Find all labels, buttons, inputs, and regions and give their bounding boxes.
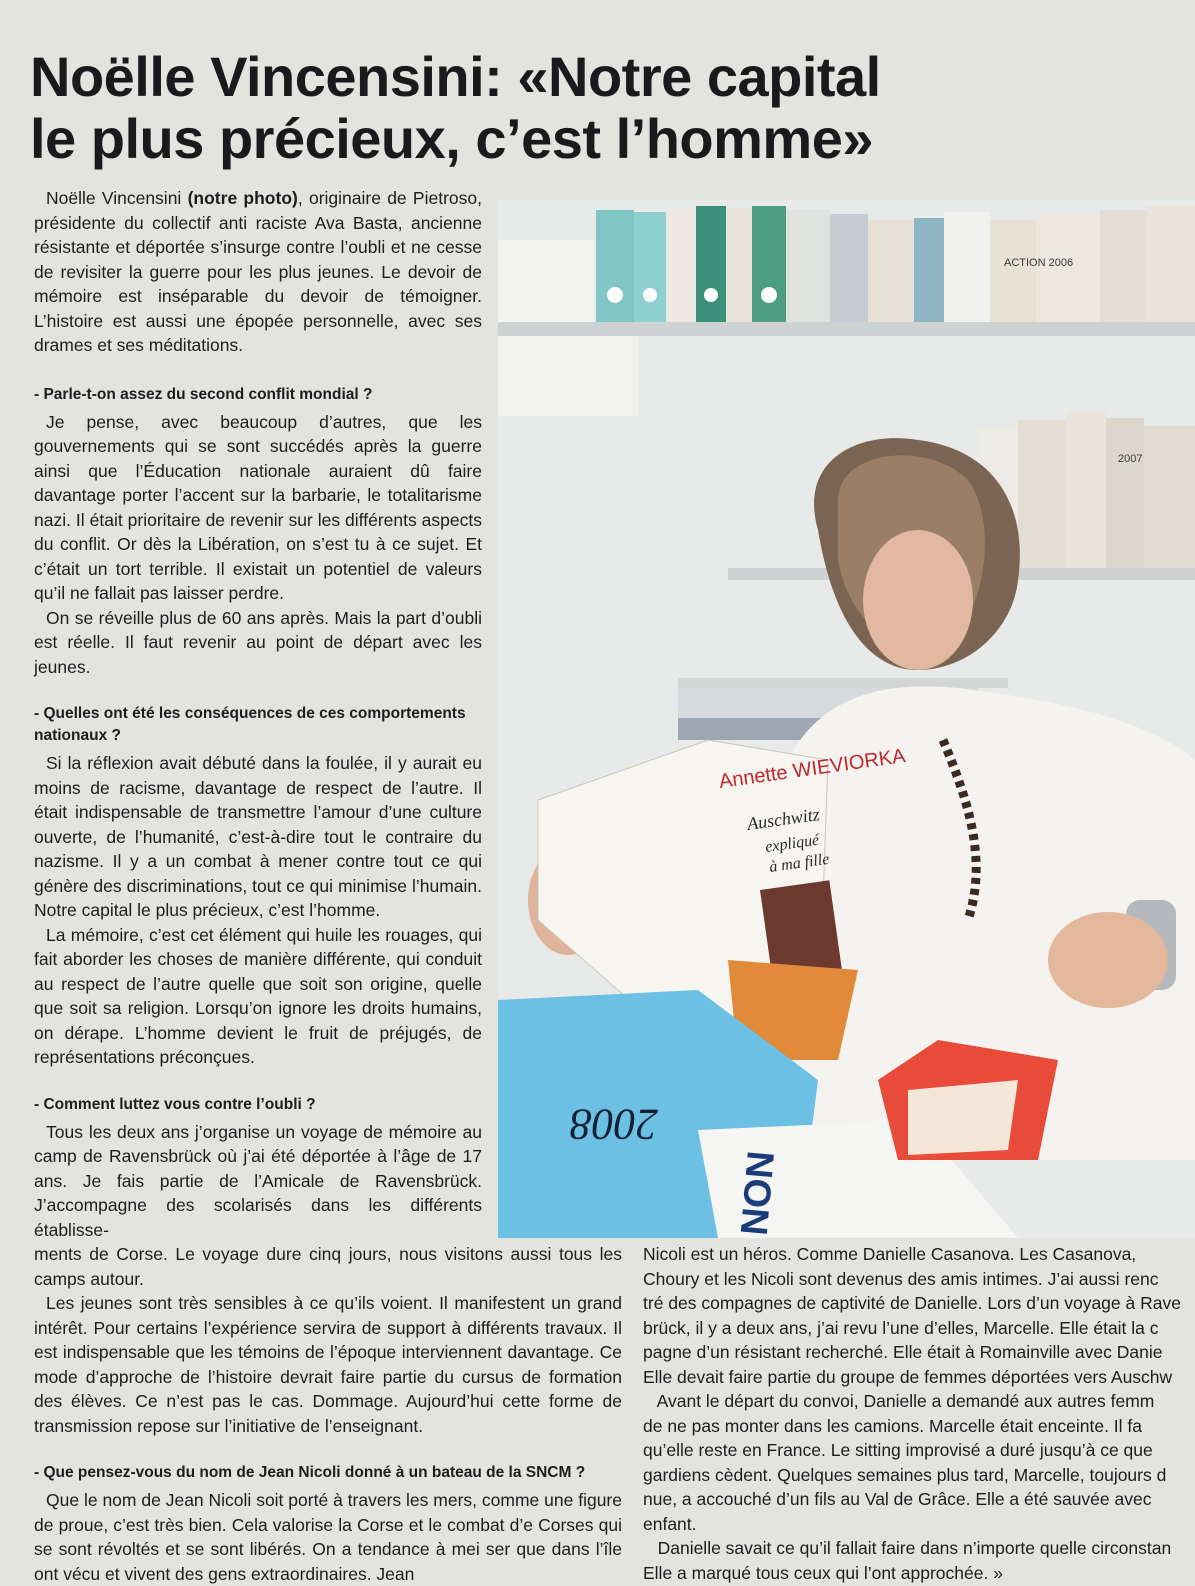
right-line-4: brück, il y a deux ans, j’ai revu l’une d’elles, Marcelle. Elle était la c (643, 1317, 1159, 1338)
intro-photo-note: (notre photo) (187, 188, 298, 208)
right-line-3: tré des compagnes de captivité de Danielle. Lors d’un voyage à Rave (643, 1293, 1181, 1313)
question-1: - Parle-t-on assez du second conflit mondial ? (34, 385, 373, 403)
sign-text: NON (731, 1149, 781, 1238)
question-2: - Quelles ont été les conséquences de ces comportements nationaux ? (34, 705, 466, 744)
binders-top (596, 206, 1195, 322)
answer-2-paragraph-2: La mémoire, c’est cet élément qui huile les rouages, qui fait aborder les choses de manière différente, qui conduit au respect de l’autre quelle que soit son origine, quelle que soit sa religion. Lorsqu’on ignore les droits humains, on dérape. L’homme devient le fruit de préjugés, de représentations préconçues. (34, 924, 482, 1067)
article-column-left (34, 186, 482, 1242)
book-title-1: Auschwitz (745, 803, 821, 834)
shelf-1 (498, 322, 1195, 336)
right-line-14: Elle a marqué tous ceux qui l’ont approchée. » (643, 1562, 1003, 1583)
article-photo (498, 200, 1195, 1238)
book-title-3: à ma fille (768, 850, 831, 876)
right-line-10: gardiens cèdent. Quelques semaines plus tard, Marcelle, toujours d (643, 1464, 1167, 1485)
intro-paragraph (34, 186, 482, 358)
answer-3-paragraph-2: Les jeunes sont très sensibles à ce qu’ils voient. Il manifestent un grand intérêt. Pour certains l’expérience servira de support à différents travaux. Il est indispensable que les témoins de l’époque interviennent davantage. Ce mode d’approche de l’histoire devrait faire partie du cursus de formation des élèves. Ce n’est pas le cas. Dommage. Aujourd’hui cette forme de transmission repose sur l’initiative de l’enseignant. (34, 1293, 622, 1436)
answer-4-paragraph-1: Que le nom de Jean Nicoli soit porté à travers les mers, comme une figure de proue, c’est très bien. Cela valorise la Corse et le combat d’e Corses qui se sont révoltés et se sont libérés. On a tendance à mei ser que dans l’île ont vécu et vivent des gens extraordinaires. Jean (34, 1490, 622, 1584)
right-line-12: enfant. (643, 1513, 697, 1534)
photo-illustration (498, 200, 1195, 1238)
article-column-right (643, 1242, 1195, 1585)
answer-3-paragraph-1-continued: ments de Corse. Le voyage dure cinq jours, nous visitons aussi tous les camps autour. (34, 1244, 622, 1289)
right-line-11: nue, a accouché d’un fils au Val de Grâce. Elle a été sauvée avec (643, 1489, 1152, 1509)
right-line-2: Choury et les Nicoli sont devenus des amis intimes. J’ai aussi renc (643, 1268, 1159, 1289)
article-column-left-bottom (34, 1242, 622, 1586)
right-hand (1048, 912, 1168, 1008)
person-face (863, 530, 973, 670)
right-line-1: Nicoli est un héros. Comme Danielle Casanova. Les Casanova, (643, 1244, 1137, 1264)
binder-label-1: ACTION 2006 (1004, 257, 1074, 269)
right-line-8: de ne pas monter dans les camions. Marcelle était enceinte. Il fa (643, 1415, 1143, 1436)
answer-1-paragraph-1: Je pense, avec beaucoup d’autres, que les gouvernements qui se sont succédés après la guerre ainsi que l’Éducation nationale auraient dû faire davantage porter l’accent sur la barbarie, le totalitarisme nazi. Il était prioritaire de revenir sur les différents aspects du conflit. Or dès la Libération, on s’est tu à ce sujet. Et c’était un tort terrible. Il existait un potentiel de valeurs qu’il ne fallait pas laisser perdre. (34, 411, 482, 603)
answer-3-paragraph-1: Tous les deux ans j’organise un voyage de mémoire au camp de Ravensbrück où j’ai été déportée à l’âge de 17 ans. Je fais partie de l’Amicale de Ravensbrück. J’accompagne des scolarisés dans les différents établisse- (34, 1121, 482, 1240)
storage-box (498, 240, 594, 322)
right-line-7: Avant le départ du convoi, Danielle a demandé aux autres femm (643, 1391, 1155, 1411)
question-4: - Que pensez-vous du nom de Jean Nicoli donné à un bateau de la SNCM ? (34, 1464, 586, 1481)
shelf-3 (678, 678, 1008, 688)
answer-2-paragraph-1: Si la réflexion avait débuté dans la foulée, il y aurait eu moins de racisme, davantage de respect de l’autre. Il était indispensable de transmettre l’amour d’une culture ouverte, de l’humanité, c’est-à-dire tout le contraire du nazisme. Il y a un combat à mener contre tout ce qui génère des discriminations, tout ce qui minimise l’humain. Notre capital le plus précieux, c’est l’homme. (34, 753, 482, 920)
answer-1-paragraph-2: On se réveille plus de 60 ans après. Mais la part d’oubli est réelle. Il faut revenir au point de départ avec les jeunes. (34, 607, 482, 677)
headline-line-2: le plus précieux, c’est l’homme» (30, 107, 874, 170)
book-title-2: expliqué (764, 831, 821, 856)
intro-text: , originaire de Pietroso, présidente du collectif anti raciste Ava Basta, ancienne résistante et déportée s’insurge contre l’oubli et ne cesse de revisiter la guerre pour les plus jeunes. Le devoir de mémoire est inséparable du devoir de témoigner. L’histoire est aussi une épopée personnelle, avec ses drames et ses méditations. (34, 188, 482, 355)
headline-line-1: Noëlle Vincensini: «Notre capital (30, 45, 881, 108)
right-line-9: qu’elle reste en France. Le sitting improvisé a duré jusqu’à ce que (643, 1440, 1153, 1460)
question-3: - Comment luttez vous contre l’oubli ? (34, 1095, 316, 1113)
right-line-6: Elle devait faire partie du groupe de femmes déportées vers Auschw (643, 1366, 1173, 1387)
right-line-13: Danielle savait ce qu’il fallait faire dans n’importe quelle circonstan (643, 1538, 1172, 1558)
headline (30, 46, 1180, 170)
binder-label-2: 2007 (1118, 453, 1143, 465)
right-line-5: pagne d’un résistant recherché. Elle était à Romainville avec Danie (643, 1342, 1163, 1362)
notebook-text: 2008 (570, 1100, 658, 1149)
book-author: Annette WIEVIORKA (717, 745, 907, 793)
intro-prefix: Noëlle Vincensini (46, 188, 188, 208)
